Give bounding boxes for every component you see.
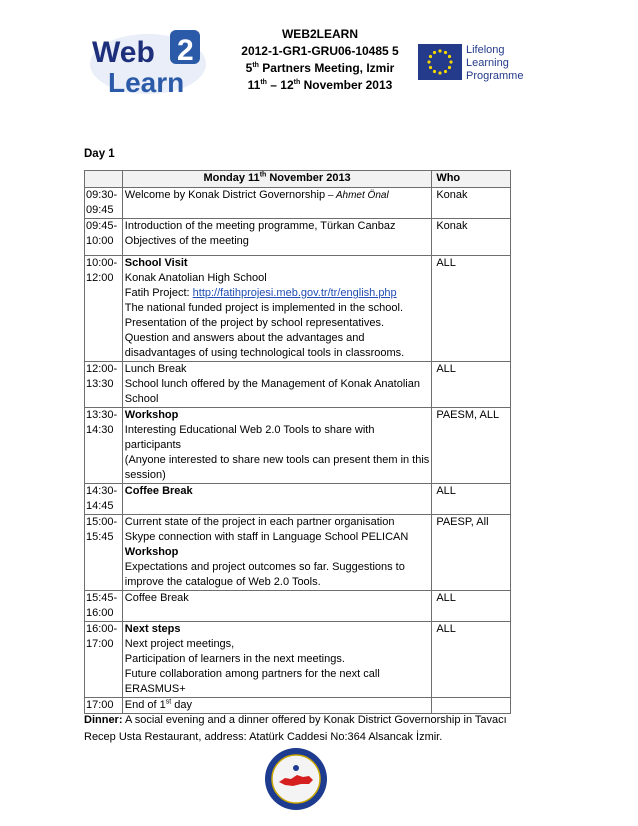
project-title: WEB2LEARN bbox=[281, 27, 358, 41]
activity-cell: Introduction of the meeting programme, Türkan Canbaz Objectives of the meeting bbox=[122, 219, 432, 256]
activity-cell: Next steps Next project meetings, Participation of learners in the next meetings. Future collaboration among partners for the next call ERASMUS+ bbox=[122, 622, 432, 698]
activity-cell: Coffee Break bbox=[122, 591, 432, 622]
day-title: Day 1 bbox=[84, 148, 115, 160]
fatih-project-link[interactable]: http://fatihprojesi.meb.gov.tr/tr/english.php bbox=[192, 287, 397, 299]
time-cell: 12:00-13:30 bbox=[85, 362, 123, 408]
governorship-seal-icon bbox=[263, 746, 329, 812]
who-cell: Konak bbox=[432, 188, 511, 219]
llp-text: Lifelong Learning Programme bbox=[466, 44, 524, 82]
activity-cell: Current state of the project in each partner organisation Skype connection with staff in Language School PELICAN Workshop Expectations and project outcomes so far. Suggestions to improve the catalogue of Web 2.0 Tools. bbox=[122, 515, 432, 591]
logo-word1: Web bbox=[92, 36, 155, 69]
activity-cell: Welcome by Konak District Governorship – Ahmet Önal bbox=[122, 188, 432, 219]
who-cell: ALL bbox=[432, 484, 511, 515]
time-cell: 09:45-10:00 bbox=[85, 219, 123, 256]
who-cell: ALL bbox=[432, 362, 511, 408]
table-row bbox=[85, 219, 511, 256]
dinner-note: Dinner: A social evening and a dinner offered by Konak District Governorship in Tavacı Recep Usta Restaurant, address: Atatürk Caddesi No:364 Alsancak İzmir. bbox=[84, 714, 507, 743]
time-cell: 15:00-15:45 bbox=[85, 515, 123, 591]
who-cell: PAESM, ALL bbox=[432, 408, 511, 484]
table-row bbox=[85, 591, 511, 622]
time-cell: 09:30-09:45 bbox=[85, 188, 123, 219]
table-row bbox=[85, 484, 511, 515]
logo-numeral: 2 bbox=[177, 34, 194, 67]
who-cell: ALL bbox=[432, 256, 511, 362]
eu-flag-icon bbox=[418, 44, 462, 80]
project-code: 2012-1-GR1-GRU06-10485 5 bbox=[241, 44, 399, 58]
time-cell: 15:45-16:00 bbox=[85, 591, 123, 622]
time-cell: 10:00-12:00 bbox=[85, 256, 123, 362]
activity-cell: End of 1st day bbox=[122, 698, 432, 714]
table-row bbox=[85, 408, 511, 484]
logo-word2: Learn bbox=[108, 67, 185, 98]
meeting-dates: 11th – 12th November 2013 bbox=[247, 78, 393, 92]
who-cell: ALL bbox=[432, 591, 511, 622]
header-time-cell bbox=[85, 171, 123, 188]
table-row bbox=[85, 622, 511, 698]
table-row bbox=[85, 362, 511, 408]
agenda-table bbox=[84, 170, 511, 714]
activity-cell: Coffee Break bbox=[122, 484, 432, 515]
who-cell: ALL bbox=[432, 622, 511, 698]
header-who-cell: Who bbox=[432, 171, 511, 188]
document-header bbox=[210, 26, 430, 94]
who-cell: Konak bbox=[432, 219, 511, 256]
activity-cell: Workshop Interesting Educational Web 2.0 Tools to share with participants (Anyone interested to share new tools can present them in this session) bbox=[122, 408, 432, 484]
web2learn-logo bbox=[86, 26, 211, 98]
header-day-cell: Monday 11th November 2013 bbox=[122, 171, 432, 188]
meeting-line: 5th Partners Meeting, Izmir bbox=[245, 61, 395, 75]
table-row bbox=[85, 515, 511, 591]
who-cell: PAESP, All bbox=[432, 515, 511, 591]
time-cell: 17:00 bbox=[85, 698, 123, 714]
activity-cell: Lunch Break School lunch offered by the Management of Konak Anatolian School bbox=[122, 362, 432, 408]
activity-cell: School Visit Konak Anatolian High School Fatih Project: http://fatihprojesi.meb.gov.tr/tr/english.php The national funded project is implemented in the school. Presentation of the project by school representatives. Question and answers about the advantages and disadvantages of using technological tools in classrooms. bbox=[122, 256, 432, 362]
time-cell: 14:30-14:45 bbox=[85, 484, 123, 515]
table-header-row bbox=[85, 171, 511, 188]
table-row bbox=[85, 256, 511, 362]
time-cell: 13:30-14:30 bbox=[85, 408, 123, 484]
time-cell: 16:00-17:00 bbox=[85, 622, 123, 698]
llp-logo bbox=[418, 44, 528, 86]
table-row bbox=[85, 188, 511, 219]
